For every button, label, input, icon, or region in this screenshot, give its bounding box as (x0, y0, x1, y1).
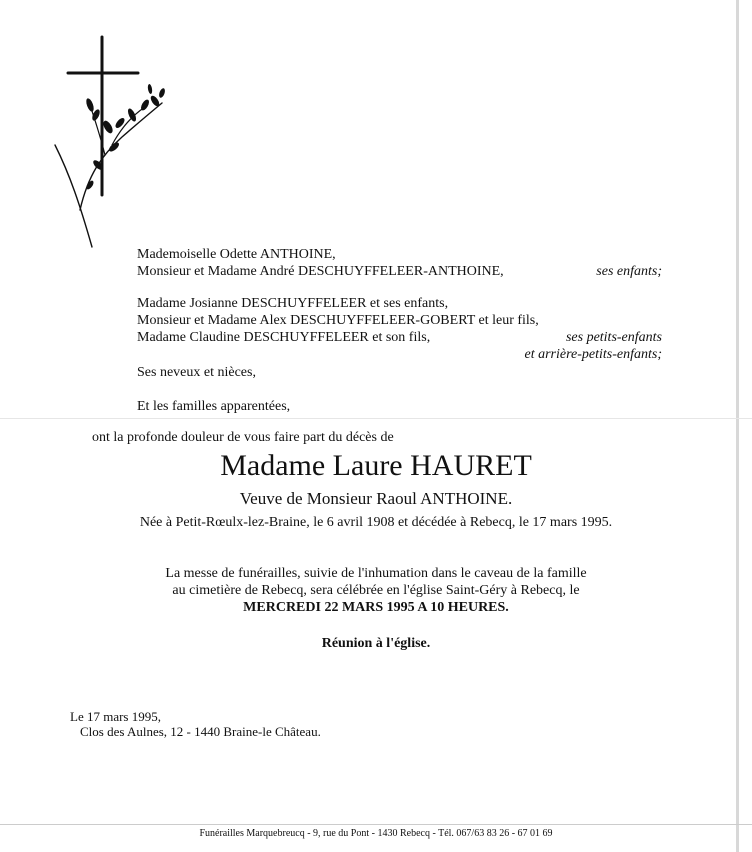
funeral-line-1: La messe de funérailles, suivie de l'inhumation dans le caveau de la famille (165, 566, 587, 581)
related-families-line: Et les familles apparentées, (137, 399, 291, 414)
grandchildren-role-1: ses petits-enfants (565, 330, 662, 345)
cross-with-flowers-icon (50, 35, 180, 250)
funeral-home-footer: Funérailles Marquebreucq - 9, rue du Pont - 1430 Rebecq - Tél. 067/63 83 26 - 67 01 69 (199, 828, 553, 839)
widow-of: Veuve de Monsieur Raoul ANTHOINE. (239, 489, 513, 508)
footer-divider (0, 824, 752, 825)
fold-line (0, 418, 752, 419)
deceased-name: Madame Laure HAURET (220, 449, 532, 482)
children-role: ses enfants; (596, 264, 662, 279)
meeting-place: Réunion à l'église. (321, 636, 431, 651)
grandchild-3: Madame Claudine DESCHUYFFELEER et son fils, (137, 330, 431, 345)
announcement-intro: ont la profonde douleur de vous faire part du décès de (92, 430, 394, 445)
nephews-line: Ses neveux et nièces, (137, 365, 256, 380)
funeral-line-2: au cimetière de Rebecq, sera célébrée en l'église Saint-Géry à Rebecq, le (172, 583, 580, 598)
grandchild-2: Monsieur et Madame Alex DESCHUYFFELEER-GOBERT et leur fils, (137, 313, 539, 328)
child-2: Monsieur et Madame André DESCHUYFFELEER-ANTHOINE, (137, 264, 504, 279)
sender-address: Clos des Aulnes, 12 - 1440 Braine-le Château. (80, 724, 321, 739)
birth-death-line: Née à Petit-Rœulx-lez-Braine, le 6 avril 1908 et décédée à Rebecq, le 17 mars 1995. (139, 515, 613, 530)
paper-edge (736, 0, 739, 852)
grandchild-1: Madame Josianne DESCHUYFFELEER et ses enfants, (137, 296, 449, 311)
child-1: Mademoiselle Odette ANTHOINE, (137, 247, 336, 262)
grandchildren-role-2: et arrière-petits-enfants; (524, 347, 662, 362)
funeral-date-time: MERCREDI 22 MARS 1995 A 10 HEURES. (243, 600, 509, 615)
sender-date: Le 17 mars 1995, (70, 709, 161, 724)
